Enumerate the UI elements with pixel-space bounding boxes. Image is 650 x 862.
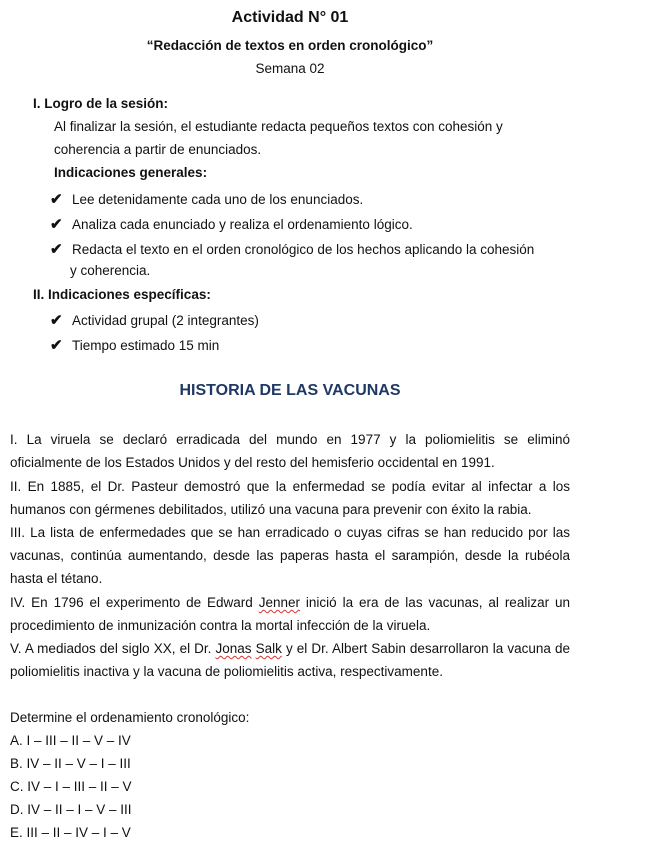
- bullet-item: [50, 240, 534, 258]
- spellcheck-word: Salk: [255, 641, 282, 656]
- option-b: B. IV – II – V – I – III: [10, 756, 131, 771]
- section-heading-logro: I. Logro de la sesión:: [33, 96, 169, 111]
- bullet-item: [50, 215, 413, 233]
- paragraph-4-text: inició la era de las vacunas, al realizar un procedimiento de inmunización contra la mortal infección de la viruela.: [10, 595, 570, 634]
- paragraph-2: II. En 1885, el Dr. Pasteur demostró que la enfermedad se podía evitar al infectar a los humanos con gérmenes debilitados, utilizó una vacuna para prevenir con éxito la rabia.: [10, 479, 570, 518]
- bullet-text: Tiempo estimado 15 min: [72, 338, 220, 353]
- option-d: D. IV – II – I – V – III: [10, 802, 132, 817]
- logro-text-line1: Al finalizar la sesión, el estudiante redacta pequeños textos con cohesión y: [54, 119, 503, 134]
- paragraph-5-text: y el Dr. Albert Sabin desarrollaron la vacuna de poliomielitis inactiva y la vacuna de poliomielitis activa, respectivamente.: [10, 641, 570, 680]
- page-title: Actividad N° 01: [231, 9, 349, 26]
- bullet-item: [50, 336, 219, 354]
- option-a: A. I – III – II – V – IV: [10, 733, 131, 748]
- check-icon: ✔: [50, 337, 63, 354]
- check-icon: ✔: [50, 241, 63, 258]
- bullet-text: Actividad grupal (2 integrantes): [72, 313, 259, 328]
- check-icon: ✔: [50, 216, 63, 233]
- bullet-text: Lee detenidamente cada uno de los enunciados.: [72, 192, 364, 207]
- page-subtitle: “Redacción de textos en orden cronológico”: [146, 38, 434, 53]
- spellcheck-word: Jonas: [215, 641, 252, 656]
- bullet-item: [50, 311, 259, 329]
- section-heading-especificas: II. Indicaciones específicas:: [33, 287, 211, 302]
- history-title: HISTORIA DE LAS VACUNAS: [179, 382, 401, 399]
- paragraph-4-text: IV. En 1796 el experimento de Edward: [10, 595, 259, 610]
- paragraph-1: I. La viruela se declaró erradicada del mundo en 1977 y la poliomielitis se eliminó oficialmente de los Estados Unidos y del resto del hemisferio occidental en 1991.: [10, 432, 570, 471]
- option-c: C. IV – I – III – II – V: [10, 779, 132, 794]
- check-icon: ✔: [50, 312, 63, 329]
- week-label: Semana 02: [255, 61, 325, 76]
- paragraph-5: [10, 637, 570, 683]
- logro-text-line2: coherencia a partir de enunciados.: [54, 142, 262, 157]
- bullet-item: [50, 190, 363, 208]
- paragraph-3: III. La lista de enfermedades que se han erradicado o cuyas cifras se han reducido por las vacunas, continúa aumentando, desde las paperas hasta el sarampión, desde la rubéola hasta el tétano.: [10, 525, 570, 587]
- option-e: E. III – II – IV – I – V: [10, 825, 131, 840]
- bullet-text: Redacta el texto en el orden cronológico de los hechos aplicando la cohesión: [72, 242, 535, 257]
- question-prompt: Determine el ordenamiento cronológico:: [10, 710, 250, 725]
- check-icon: ✔: [50, 191, 63, 208]
- bullet-continuation: y coherencia.: [70, 263, 151, 278]
- section-subheading-generales: Indicaciones generales:: [54, 165, 208, 180]
- paragraph-4: [10, 591, 570, 637]
- bullet-text: Analiza cada enunciado y realiza el ordenamiento lógico.: [72, 217, 413, 232]
- spellcheck-word: Jenner: [258, 595, 300, 610]
- paragraph-5-text: V. A mediados del siglo XX, el Dr.: [10, 641, 216, 656]
